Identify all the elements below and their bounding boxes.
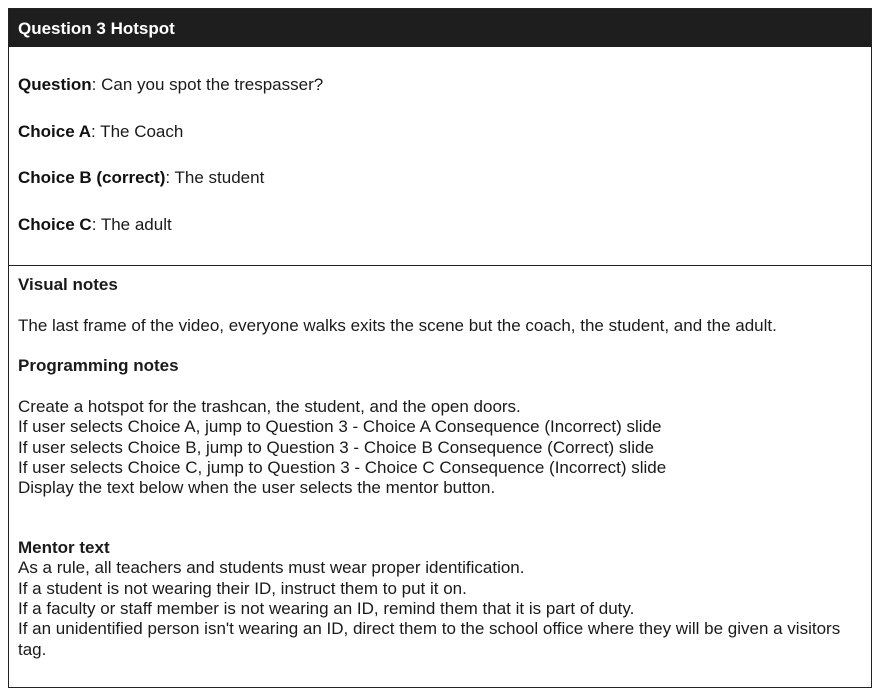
question-label: Question bbox=[18, 75, 92, 94]
programming-notes-heading: Programming notes bbox=[18, 356, 179, 375]
mentor-line: If a faculty or staff member is not wearing an ID, remind them that it is part of duty. bbox=[18, 599, 635, 619]
programming-line: Display the text below when the user selects the mentor button. bbox=[18, 478, 496, 498]
programming-line: Create a hotspot for the trashcan, the student, and the open doors. bbox=[18, 397, 521, 416]
choice-c-text: : The adult bbox=[91, 214, 172, 234]
choice-b-text: : The student bbox=[165, 168, 265, 187]
choice-b-label: Choice B (correct) bbox=[18, 168, 166, 187]
choice-a-label: Choice A bbox=[18, 121, 92, 141]
programming-notes-list bbox=[18, 397, 862, 498]
visual-notes-heading: Visual notes bbox=[18, 275, 118, 294]
question-table bbox=[8, 8, 872, 688]
programming-line: If user selects Choice A, jump to Question 3 - Choice A Consequence (Incorrect) slide bbox=[18, 417, 662, 437]
mentor-line: As a rule, all teachers and students must wear proper identification. bbox=[18, 558, 525, 578]
choice-a-text: : The Coach bbox=[91, 121, 184, 141]
mentor-line: If a student is not wearing their ID, instruct them to put it on. bbox=[18, 578, 467, 598]
mentor-text-list bbox=[18, 558, 862, 659]
table-header bbox=[9, 9, 871, 47]
question-text: : Can you spot the trespasser? bbox=[91, 75, 324, 94]
choice-a-line bbox=[18, 122, 862, 142]
choice-b-line bbox=[18, 168, 862, 188]
header-title: Question 3 Hotspot bbox=[18, 19, 175, 38]
choice-c-line bbox=[18, 215, 862, 235]
mentor-line: If an unidentified person isn't wearing an ID, direct them to the school office where they will be given a visitors tag. bbox=[18, 619, 841, 659]
choice-c-label: Choice C bbox=[18, 214, 92, 234]
question-cell bbox=[9, 47, 871, 266]
programming-line: If user selects Choice B, jump to Question 3 - Choice B Consequence (Correct) slide bbox=[18, 437, 654, 457]
programming-line: If user selects Choice C, jump to Question 3 - Choice C Consequence (Incorrect) slide bbox=[18, 457, 667, 477]
visual-notes-text: The last frame of the video, everyone walks exits the scene but the coach, the student, and the adult. bbox=[18, 316, 777, 335]
notes-cell bbox=[9, 266, 871, 660]
question-line bbox=[18, 75, 862, 95]
mentor-text-heading: Mentor text bbox=[18, 538, 110, 558]
